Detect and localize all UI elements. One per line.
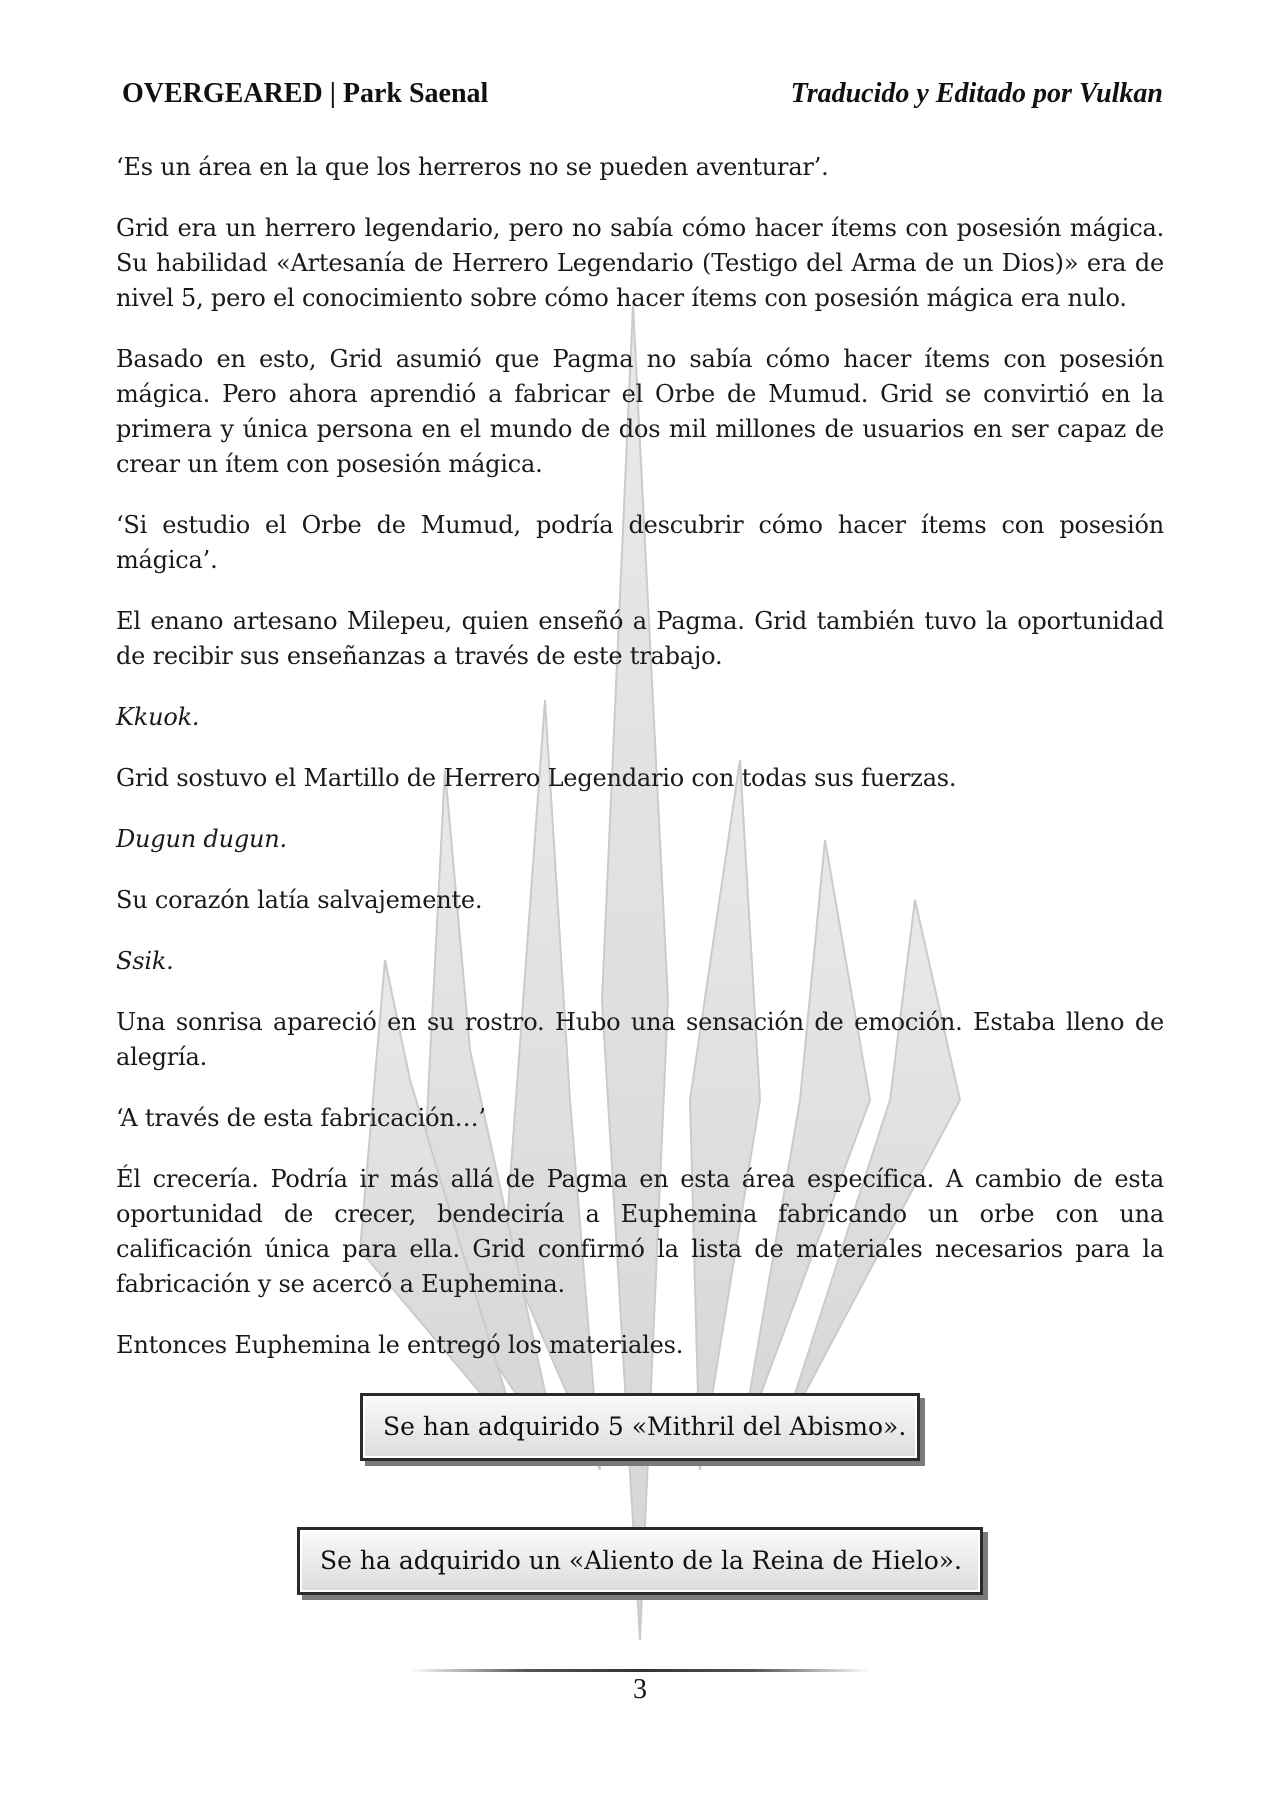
paragraph-6-sound-effect: Kkuok. (116, 703, 200, 731)
paragraph-13: Él crecería. Podría ir más allá de Pagma en esta área específica. A cambio de esta oportunidad de crecer, bendeciría a Euphemina fabricando un orbe con una calificación única para ella. Grid confirmó la lista de materiales necesarios para la fabricación y se acercó a Euphemina. (116, 1165, 1164, 1298)
notice-box-wrapper-first (116, 1393, 1164, 1461)
paragraph-5: El enano artesano Milepeu, quien enseñó a Pagma. Grid también tuvo la oportunidad de recibir sus enseñanzas a través de este trabajo. (116, 607, 1164, 670)
system-notice-box-first: Se han adquirido 5 «Mithril del Abismo». (360, 1393, 920, 1461)
system-notice-box-second: Se ha adquirido un «Aliento de la Reina de Hielo». (297, 1527, 983, 1595)
header-book-title: OVERGEARED | Park Saenal (122, 78, 489, 109)
header-translator-credit: Traducido y Editado por Vulkan (790, 78, 1163, 109)
paragraph-9: Su corazón latía salvajemente. (116, 886, 483, 914)
paragraph-3: Basado en esto, Grid asumió que Pagma no sabía cómo hacer ítems con posesión mágica. Pero ahora aprendió a fabricar el Orbe de Mumud. Grid se convirtió en la primera y única persona en el mundo de dos mil millones de usuarios en ser capaz de crear un ítem con posesión mágica. (116, 345, 1164, 478)
paragraph-4: ‘Si estudio el Orbe de Mumud, podría descubrir cómo hacer ítems con posesión mágica’. (116, 511, 1164, 574)
paragraph-14: Entonces Euphemina le entregó los materiales. (116, 1331, 684, 1359)
paragraph-2: Grid era un herrero legendario, pero no sabía cómo hacer ítems con posesión mágica. Su habilidad «Artesanía de Herrero Legendario (Testigo del Arma de un Dios)» era de nivel 5, pero el conocimiento sobre cómo hacer ítems con posesión mágica era nulo. (116, 214, 1164, 312)
footer-divider (410, 1669, 870, 1672)
paragraph-7: Grid sostuvo el Martillo de Herrero Legendario con todas sus fuerzas. (116, 764, 957, 792)
paragraph-10-sound-effect: Ssik. (116, 947, 174, 975)
paragraph-8-sound-effect: Dugun dugun. (116, 825, 287, 853)
paragraph-1: ‘Es un área en la que los herreros no se pueden aventurar’. (116, 153, 829, 181)
notice-box-wrapper-second (116, 1491, 1164, 1595)
page-number: 3 (633, 1674, 647, 1705)
paragraph-11: Una sonrisa apareció en su rostro. Hubo una sensación de emoción. Estaba lleno de alegría. (116, 1008, 1164, 1071)
page-body (116, 150, 1164, 1595)
page-header (122, 74, 1163, 114)
paragraph-12: ‘A través de esta fabricación…’ (116, 1104, 486, 1132)
